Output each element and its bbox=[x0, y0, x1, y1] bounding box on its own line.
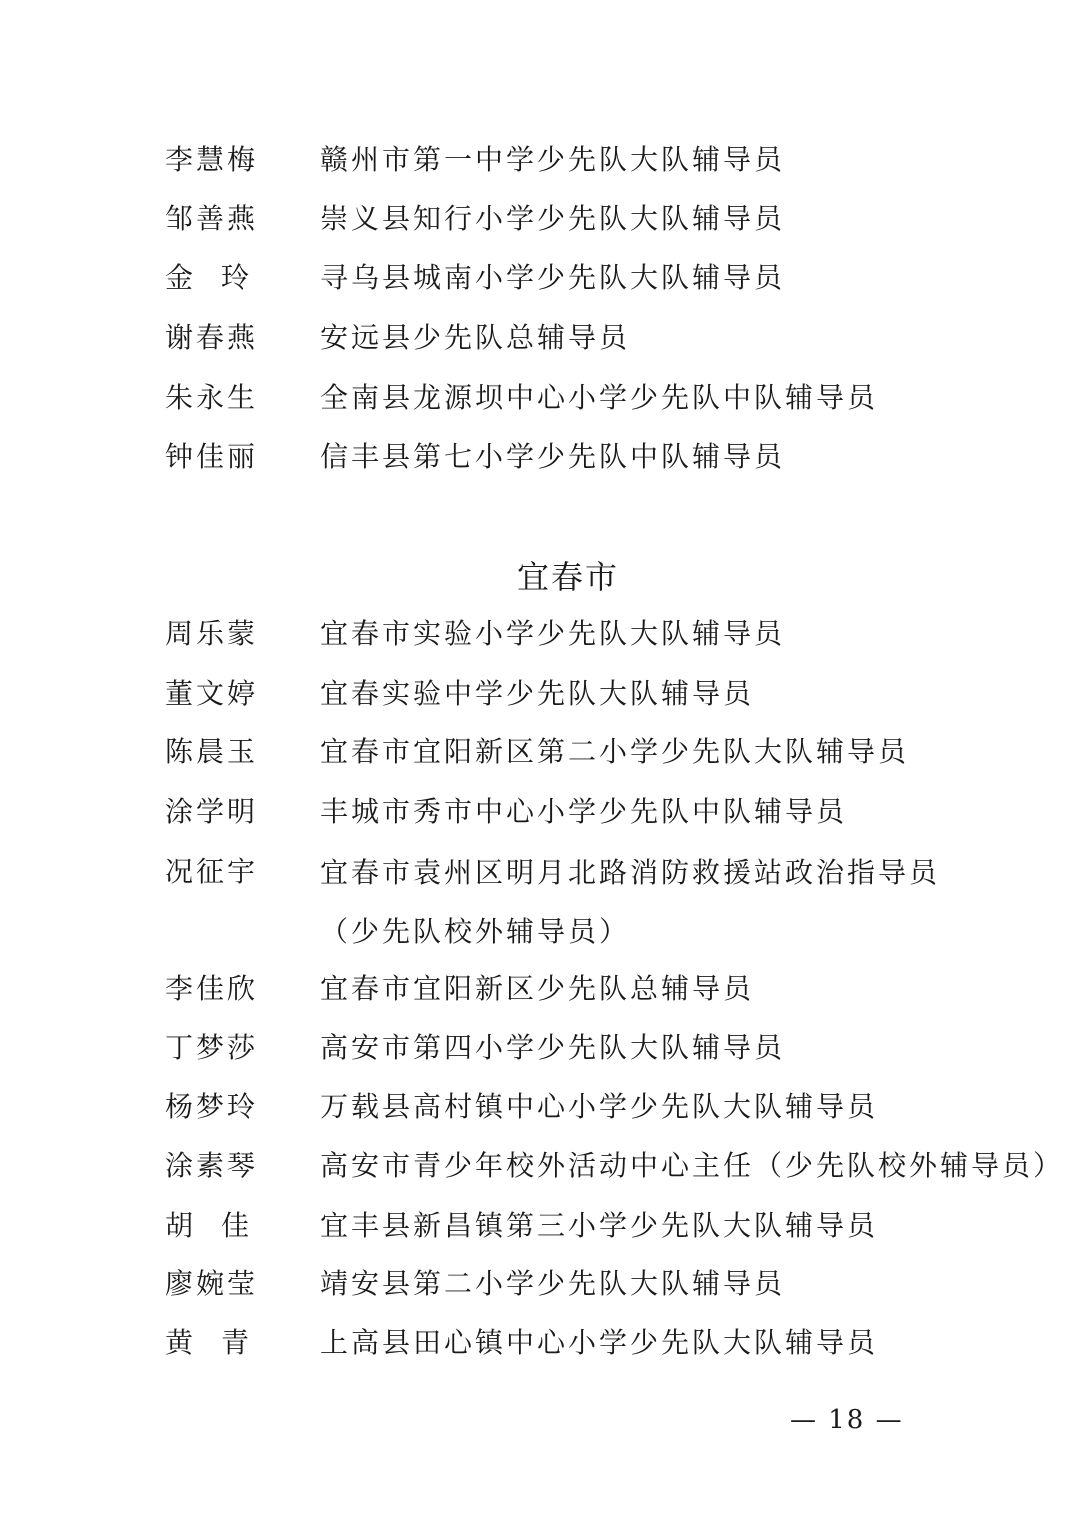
person-name: 涂学明 bbox=[165, 795, 259, 828]
person-role: 信丰县第七小学少先队中队辅导员 bbox=[320, 440, 786, 473]
person-name: 况征宇 bbox=[165, 855, 259, 888]
person-role: 宜春市宜阳新区少先队总辅导员 bbox=[320, 972, 755, 1005]
person-name: 周乐蒙 bbox=[165, 617, 259, 650]
name-char: 青 bbox=[220, 1326, 249, 1359]
person-role: 高安市第四小学少先队大队辅导员 bbox=[320, 1031, 786, 1064]
person-role: 宜丰县新昌镇第三小学少先队大队辅导员 bbox=[320, 1209, 879, 1242]
page-number: — 18 — bbox=[790, 1405, 904, 1435]
person-role: 高安市青少年校外活动中心主任（少先队校外辅导员） bbox=[320, 1149, 1065, 1182]
person-name: 丁梦莎 bbox=[165, 1031, 259, 1064]
section-heading: 宜春市 bbox=[516, 558, 619, 596]
person-role: 全南县龙源坝中心小学少先队中队辅导员 bbox=[320, 381, 879, 414]
person-name: 朱永生 bbox=[165, 381, 259, 414]
person-role: 宜春市实验小学少先队大队辅导员 bbox=[320, 617, 786, 650]
person-name: 李慧梅 bbox=[165, 143, 259, 176]
person-name: 李佳欣 bbox=[165, 972, 259, 1005]
person-role: 靖安县第二小学少先队大队辅导员 bbox=[320, 1267, 786, 1300]
person-role: 宜春市宜阳新区第二小学少先队大队辅导员 bbox=[320, 735, 910, 768]
person-name: 陈晨玉 bbox=[165, 735, 259, 768]
person-name bbox=[165, 1208, 249, 1244]
person-name: 钟佳丽 bbox=[165, 440, 259, 473]
person-role: 安远县少先队总辅导员 bbox=[320, 321, 631, 354]
person-role: 丰城市秀市中心小学少先队中队辅导员 bbox=[320, 795, 848, 828]
name-char: 佳 bbox=[220, 1209, 249, 1242]
person-name: 邹善燕 bbox=[165, 202, 259, 235]
person-name: 杨梦玲 bbox=[165, 1090, 259, 1123]
person-role: 万载县高村镇中心小学少先队大队辅导员 bbox=[320, 1090, 879, 1123]
person-role: 赣州市第一中学少先队大队辅导员 bbox=[320, 143, 786, 176]
name-char: 胡 bbox=[165, 1209, 194, 1242]
person-name: 涂素琴 bbox=[165, 1149, 259, 1182]
person-role: 上高县田心镇中心小学少先队大队辅导员 bbox=[320, 1326, 879, 1359]
person-name bbox=[165, 260, 249, 296]
name-char: 玲 bbox=[220, 261, 249, 294]
name-char: 金 bbox=[165, 261, 194, 294]
person-name: 谢春燕 bbox=[165, 321, 259, 354]
person-role: 寻乌县城南小学少先队大队辅导员 bbox=[320, 261, 786, 294]
person-name bbox=[165, 1325, 249, 1361]
person-name: 廖婉莹 bbox=[165, 1267, 259, 1300]
person-role: 崇义县知行小学少先队大队辅导员 bbox=[320, 202, 786, 235]
person-role: 宜春实验中学少先队大队辅导员 bbox=[320, 677, 755, 710]
name-char: 黄 bbox=[165, 1326, 194, 1359]
person-name: 董文婷 bbox=[165, 677, 259, 710]
person-role: 宜春市袁州区明月北路消防救援站政治指导员（少先队校外辅导员） bbox=[320, 856, 941, 948]
